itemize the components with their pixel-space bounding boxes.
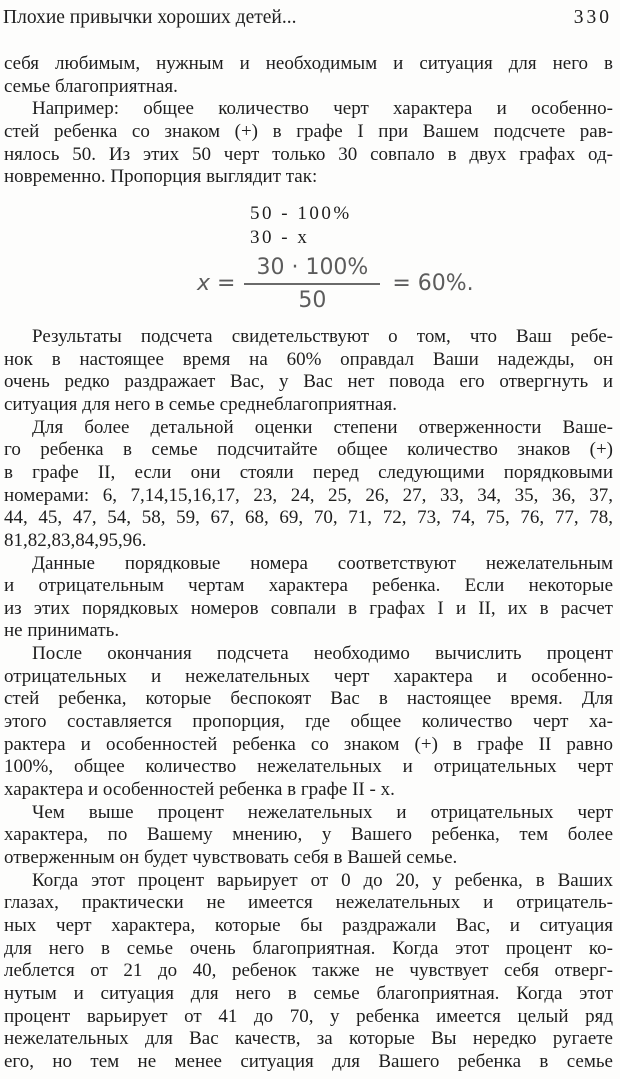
text-line: из этих порядковых номеров совпали в графах I и II, их в расчет bbox=[4, 597, 613, 619]
text-line: очень редко раздражает Вас, у Вас нет повода его отвергнуть и bbox=[4, 371, 613, 393]
paragraph bbox=[4, 417, 613, 553]
text-line: 44, 45, 47, 54, 58, 59, 67, 68, 69, 70, 71, 72, 73, 74, 75, 76, 77, 78, bbox=[4, 507, 613, 529]
text-line: не принимать. bbox=[4, 620, 120, 642]
page-body bbox=[0, 30, 620, 1074]
equals-sign: = bbox=[217, 271, 236, 297]
equation-variable: x bbox=[197, 271, 211, 297]
proportion-line: 50 - 100% bbox=[250, 202, 352, 224]
paragraph bbox=[4, 98, 613, 189]
text-line: отверженным он будет чувствовать себя в Вашей семье. bbox=[4, 847, 458, 869]
text-line: леблется от 21 до 40, ребенок также не чувствует себя отверг- bbox=[4, 960, 613, 982]
text-line: Когда этот процент варьирует от 0 до 20, у ребенка, в Ваших bbox=[32, 869, 613, 891]
text-line: номерами: 6, 7,14,15,16,17, 23, 24, 25, 26, 27, 33, 34, 35, 36, 37, bbox=[4, 484, 613, 506]
text-line: нутым и ситуация для него в семье благоприятная. Когда этот bbox=[4, 982, 613, 1004]
text-line: го ребенка в семье подсчитайте общее количество знаков (+) bbox=[4, 439, 613, 461]
text-line: этого составляется пропорция, где общее количество черт ха- bbox=[4, 711, 613, 733]
text-line: Например: общее количество черт характера и особенно- bbox=[32, 98, 613, 120]
text-line: нежелательных для Вас качеств, за которые Вы нередко ругаете bbox=[4, 1028, 613, 1050]
text-line: 100%, общее количество нежелательных и отрицательных черт bbox=[4, 756, 613, 778]
equation-result: = 60%. bbox=[392, 271, 474, 297]
paragraph bbox=[4, 802, 613, 870]
paragraph bbox=[4, 553, 613, 644]
running-title: Плохие привычки хороших детей... bbox=[3, 7, 297, 28]
fraction bbox=[244, 255, 380, 313]
text-line: рактера и особенностей ребенка со знаком (+) в графе II равно bbox=[4, 733, 613, 755]
text-line: процент варьирует от 41 до 70, у ребенка имеется целый ряд bbox=[4, 1005, 613, 1027]
text-line: стей ребенка со знаком (+) в графе I при Вашем подсчете рав- bbox=[4, 120, 613, 142]
text-line: Для более детальной оценки степени отверженности Ваше- bbox=[32, 416, 613, 438]
text-line: стей ребенка, которые беспокоят Вас в настоящее время. Для bbox=[4, 688, 613, 710]
text-line: его, но тем не менее ситуация для Вашего ребенка в семье bbox=[4, 1050, 613, 1072]
text-line: семье благоприятная. bbox=[4, 75, 178, 97]
paragraph bbox=[4, 326, 613, 417]
text-line: нок в настоящее время на 60% оправдал Ваши надежды, он bbox=[4, 348, 613, 370]
text-line: 81,82,83,84,95,96. bbox=[4, 529, 147, 551]
text-line: нялось 50. Из этих 50 черт только 30 совпало в двух графах од- bbox=[4, 143, 613, 165]
text-line: для него в семье очень благоприятная. Когда этот процент ко- bbox=[4, 937, 613, 959]
text-line: себя любимым, нужным и необходимым и ситуация для него в bbox=[4, 53, 613, 74]
text-line: новременно. Пропорция выглядит так: bbox=[4, 166, 318, 188]
fraction-denominator: 50 bbox=[298, 287, 327, 313]
text-line: ситуация для него в семье среднеблагоприятная. bbox=[4, 393, 397, 415]
equation bbox=[197, 256, 613, 312]
text-line: и отрицательным чертам характера ребенка. Если некоторые bbox=[4, 575, 613, 597]
paragraph bbox=[4, 53, 613, 98]
text-line: характера, по Вашему мнению, у Вашего ребенка, тем более bbox=[4, 824, 613, 846]
text-line: глазах, практически не имеется нежелательных и отрицатель- bbox=[4, 892, 613, 914]
paragraph bbox=[4, 643, 613, 802]
paragraph bbox=[4, 870, 613, 1074]
text-line: в графе II, если они стояли перед следующими порядковыми bbox=[4, 461, 613, 483]
page-header bbox=[0, 0, 620, 30]
text-line: Данные порядковые номера соответствуют нежелательным bbox=[32, 552, 613, 574]
text-line: Результаты подсчета свидетельствуют о том, что Ваш ребе- bbox=[32, 325, 613, 347]
fraction-numerator: 30 · 100% bbox=[256, 254, 369, 280]
text-line: характера и особенностей ребенка в графе II - x. bbox=[4, 779, 395, 801]
proportion-block bbox=[250, 202, 613, 250]
text-line: отрицательных и нежелательных черт характера и особенно- bbox=[4, 665, 613, 687]
text-line: После окончания подсчета необходимо вычислить процент bbox=[32, 643, 613, 665]
text-line: ных черт характера, которые бы раздражали Вас, и ситуация bbox=[4, 915, 613, 936]
text-line: Чем выше процент нежелательных и отрицательных черт bbox=[32, 801, 613, 823]
proportion-line: 30 - x bbox=[250, 226, 310, 248]
page-number: 330 bbox=[573, 7, 612, 28]
